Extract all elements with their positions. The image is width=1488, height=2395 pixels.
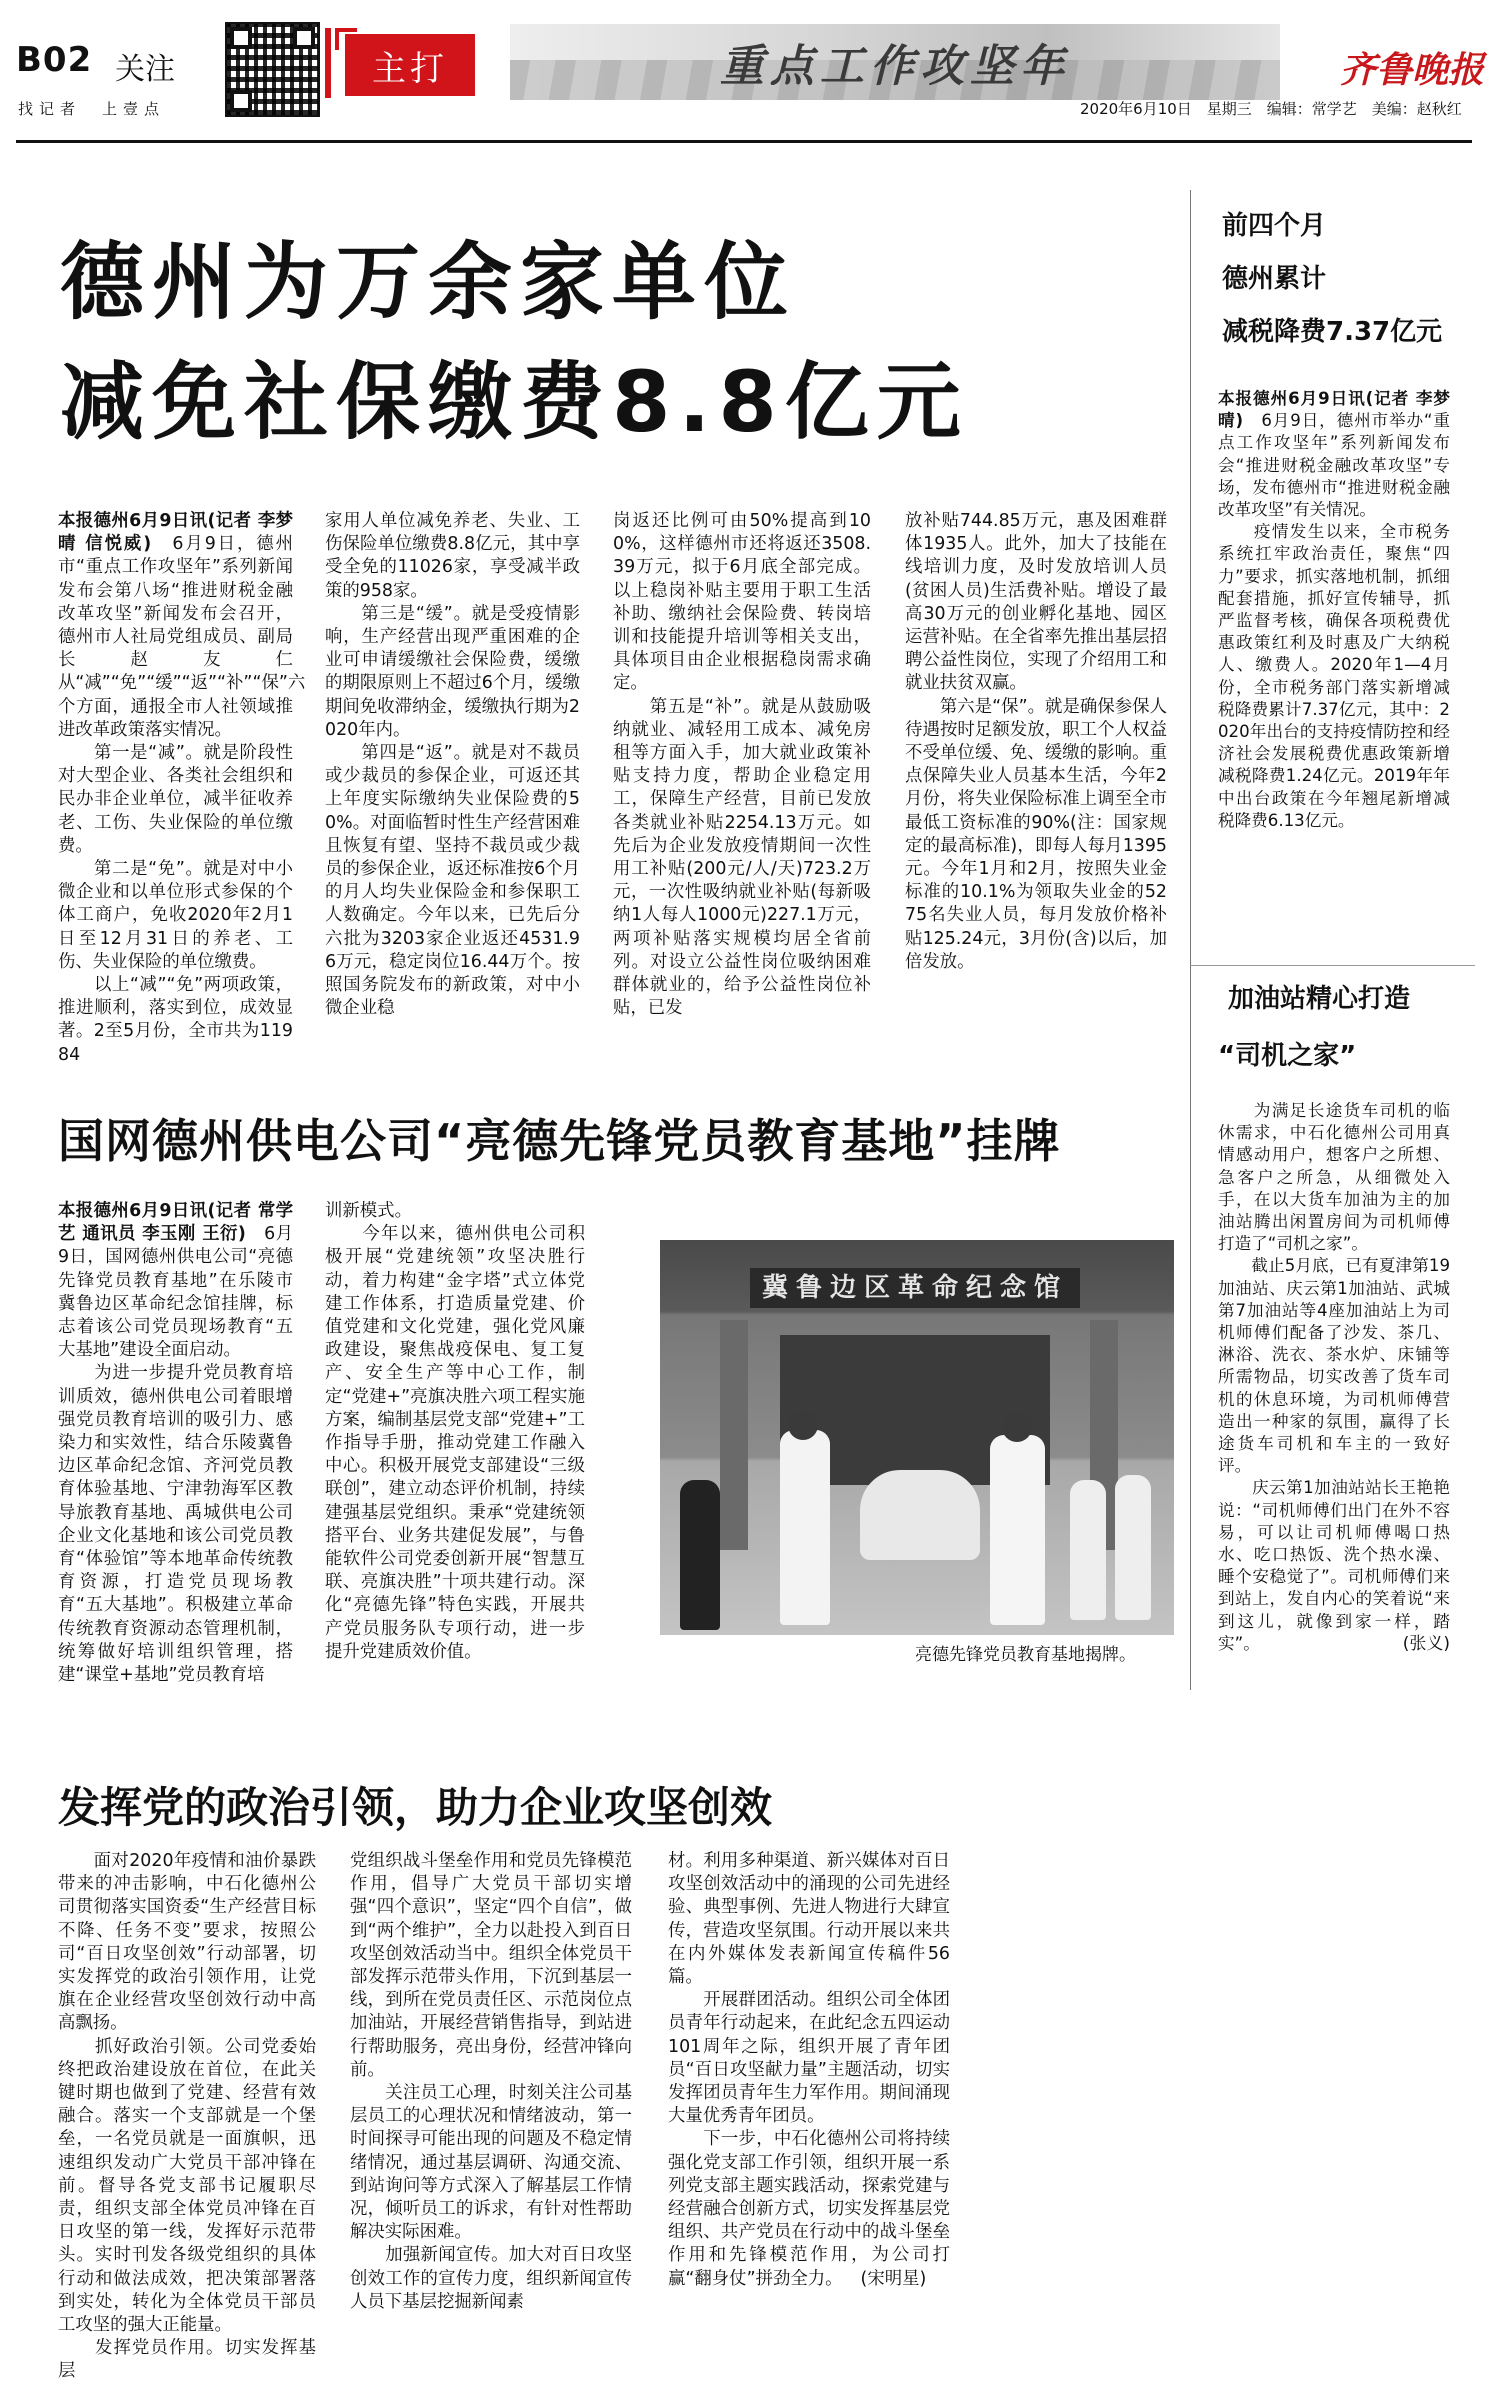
article2-col1-text: 6月9日，国网德州供电公司“亮德先锋党员教育基地”在乐陵市冀鲁边区革命纪念馆挂牌，标志着该公司党员现场教育“五大基地”建设全面启动。 为进一步提升党员教育培训质效，德州供电公司着眼增强党员教育培训的吸引力、感染力和实效性，结合乐陵冀鲁边区革命纪念馆、齐河党员教育体验基地、宁津勃海军区教导旅教育基地、禹城供电公司企业文化基地和该公司党员教育“体验馆”等本地革命传统教育资源，打造党员现场教育“五大基地”。积极建立革命传统教育资源动态管理机制，统筹做好培训组织管理，搭建“课堂+基地”党员教育培	[58, 1224, 293, 1686]
newspaper-logo: 齐鲁晚报	[1340, 49, 1485, 91]
article3-signature: (宋明星)	[860, 2268, 927, 2289]
article3-column-1: 面对2020年疫情和油价暴跌带来的冲击影响，中石化德州公司贯彻落实国资委“生产经营目标不降、任务不变”要求，按照公司“百日攻坚创效”行动部署，切实发挥党的政治引领作用，让党旗在企业经营攻坚创效行动中高高飘扬。 抓好政治引领。公司党委始终把政治建设放在首位，在此关键时期也做到了党建、经营有效融合。落实一个支部就是一个堡垒，一名党员就是一面旗帜，迅速组织发动广大党员干部冲锋在前。督导各党支部书记履职尽责，组织支部全体党员冲锋在百日攻坚的第一线，发挥好示范带头。实时刊发各级党组织的具体行动和做法成效，把决策部署落到实处，转化为全体党员干部员工攻坚的强大正能量。 发挥党员作用。切实发挥基层	[58, 1851, 316, 2382]
article3-column-3	[668, 1850, 950, 2291]
article1-column-1	[58, 510, 306, 1067]
headline-line-1: 德州为万余家单位	[60, 233, 797, 331]
banner-title: 重点工作攻坚年	[720, 41, 1070, 92]
article1-column-3: 岗返还比例可由50%提高到100%，这样德州市还将返还3508.39万元，拟于6月底全部完成。以上稳岗补贴主要用于职工生活补助、缴纳社会保险费、转岗培训和技能提升培训等相关支出，具体项目由企业根据稳岗需求确定。 第五是“补”。就是从鼓励吸纳就业、减轻用工成本、减免房租等方面入手，加大就业政策补贴支持力度，帮助企业稳定用工，保障生产经营，目前已发放各类就业补贴2254.13万元。如先后为企业发放疫情期间一次性用工补贴(200元/人/天)723.2万元，一次性吸纳就业补贴(每新吸纳1人每人1000元)227.1万元，两项补贴落实规模均居全省前列。对设立公益性岗位吸纳困难群体就业的，给予公益性岗位补贴，已发	[613, 511, 871, 1019]
sidebar-separator	[1190, 965, 1475, 966]
article1-lead: 本报德州6月9日讯(记者 李梦晴 信悦威)	[58, 511, 293, 555]
sidebar2-body	[1218, 1100, 1450, 1655]
masthead-slogan: 找记者 上壹点	[18, 100, 166, 118]
article1-col1-text: 6月9日，德州市“重点工作攻坚年”系列新闻发布会第八场“推进财税金融改革攻坚”新闻发布会召开，德州市人社局党组成员、副局长赵友仁从“减”“免”“缓”“返”“补”“保”六个方面，通报全市人社领域推进改革政策落实情况。 第一是“减”。就是阶段性对大型企业、各类社会组织和民办非企业单位，减半征收养老、工伤、失业保险的单位缴费。 第二是“免”。就是对中小微企业和以单位形式参保的个体工商户，免收2020年2月1日至12月31日的养老、工伤、失业保险的单位缴费。 以上“减”“免”两项政策，推进顺利，落实到位，成效显著。2至5月份，全市共为11984	[58, 534, 306, 1065]
article3-headline: 发挥党的政治引领，助力企业攻坚创效	[58, 1783, 773, 1832]
section-name: 关注	[115, 52, 175, 87]
sidebar2-text: 为满足长途货车司机的临休需求，中石化德州公司用真情感动用户，想客户之所想、急客户之所急，从细微处入手，在以大货车加油为主的加油站腾出闲置房间为司机师傅打造了“司机之家”。 截止5月底，已有夏津第19加油站、庆云第1加油站、武城第7加油站等4座加油站上为司机师傅们配备了沙发、茶几、淋浴、洗衣、茶水炉、床铺等所需物品，切实改善了货车司机的休息环境，为司机师傅营造出一种家的氛围，赢得了长途货车司机和车主的一致好评。 庆云第1加油站站长王艳艳说：“司机师傅们出门在外不容易，可以让司机师傅喝口热水、吃口热饭、洗个热水澡、睡个安稳觉了”。司机师傅们来到站上，发自内心的笑着说“来到这儿，就像到家一样，踏实”。	[1218, 1101, 1450, 1653]
sidebar1-body	[1218, 388, 1450, 832]
column-tag: 主打	[345, 34, 475, 96]
sidebar2-title-1: 加油站精心打造	[1228, 984, 1411, 1014]
sidebar1-title-3: 减税降费7.37亿元	[1222, 317, 1443, 347]
red-accent-bar	[325, 28, 331, 98]
sidebar2-signature: (张义)	[1402, 1633, 1450, 1654]
page-number: B02	[16, 40, 93, 80]
photo-building-sign: 冀鲁边区革命纪念馆	[750, 1268, 1080, 1308]
article2-column-2: 训新模式。 今年以来，德州供电公司积极开展“党建统领”攻坚决胜行动，着力构建“金字塔”式立体党建工作体系，打造质量党建、价值党建和文化党建，强化党风廉政建设，聚焦战疫保电、复工复产、安全生产等中心工作，制定“党建+”亮旗决胜六项工程实施方案，编制基层党支部“党建+”工作指导手册，推动党建工作融入中心。积极开展党支部建设“三级联创”，建立动态评价机制，持续建强基层党组织。秉承“党建统领搭平台、业务共建促发展”，与鲁能软件公司党委创新开展“智慧互联、亮旗决胜”十项共建行动。深化“亮德先锋”特色实践，开展共产党员服务队专项行动，进一步提升党建质效价值。	[325, 1201, 585, 1662]
sidebar2-title-2: “司机之家”	[1218, 1041, 1357, 1071]
article1-column-2: 家用人单位减免养老、失业、工伤保险单位缴费8.8亿元，其中享受全免的11026家，享受减半政策的958家。 第三是“缓”。就是受疫情影响，生产经营出现严重困难的企业可申请缓缴社会保险费，缓缴的期限原则上不超过6个月，缓缴期间免收滞纳金，缓缴执行期为2020年内。 第四是“返”。就是对不裁员或少裁员的参保企业，可返还其上年度实际缴纳失业保险费的50%。对面临暂时性生产经营困难且恢复有望、坚持不裁员或少裁员的参保企业，返还标准按6个月的月人均失业保险金和参保职工人数确定。今年以来，已先后分六批为3203家企业返还4531.96万元，稳定岗位16.44万个。按照国务院发布的新政策，对中小微企业稳	[325, 511, 580, 1019]
headline-line-2: 减免社保缴费8.8亿元	[60, 353, 969, 451]
sidebar1-lead: 本报德州6月9日讯(记者 李梦晴)	[1218, 389, 1450, 431]
sidebar1-title-2: 德州累计	[1222, 264, 1327, 294]
article2-headline: 国网德州供电公司“亮德先锋党员教育基地”挂牌	[58, 1114, 1061, 1168]
article1-column-4: 放补贴744.85万元，惠及困难群体1935人。此外，加大了技能在线培训力度，及时发放培训人员(贫困人员)生活费补贴。增设了最高30万元的创业孵化基地、园区运营补贴。在全省率先推出基层招聘公益性岗位，实现了介绍用工和就业扶贫双赢。 第六是“保”。就是确保参保人待遇按时足额发放，职工个人权益不受单位缓、免、缓缴的影响。重点保障失业人员基本生活，今年2月份，将失业保险标准上调至全市最低工资标准的90%(注：国家规定的最高标准)，即每人每月1395元。今年1月和2月，按照失业金标准的10.1%为领取失业金的5275名失业人员，每月发放价格补贴125.24元，3月份(含)以后，加倍发放。	[905, 511, 1167, 972]
ceremony-photo	[660, 1240, 1174, 1635]
sidebar1-text: 6月9日，德州市举办“重点工作攻坚年”系列新闻发布会“推进财税金融改革攻坚”专场，发布德州市“推进财税金融改革攻坚”有关情况。 疫情发生以来，全市税务系统扛牢政治责任，聚焦“四力”要求，抓实落地机制，抓细配套措施，抓好宣传辅导，抓严监督考核，确保各项税费优惠政策红利及时惠及广大纳税人、缴费人。2020年1—4月份，全市税务部门落实新增减税降费累计7.37亿元，其中：2020年出台的支持疫情防控和经济社会发展税费优惠政策新增减税降费1.24亿元。2019年年中出台政策在今年翘尾新增减税降费6.13亿元。	[1218, 411, 1450, 830]
sidebar1-title-1: 前四个月	[1222, 211, 1327, 241]
article2-column-1	[58, 1200, 293, 1687]
dateline: 2020年6月10日 星期三 编辑：常学艺 美编：赵秋红	[1080, 100, 1462, 118]
qr-code-icon[interactable]	[225, 22, 320, 117]
top-rule	[16, 140, 1472, 143]
article3-column-2: 党组织战斗堡垒作用和党员先锋模范作用，倡导广大党员干部切实增强“四个意识”，坚定“四个自信”，做到“两个维护”，全力以赴投入到百日攻坚创效活动当中。组织全体党员干部发挥示范带头作用，下沉到基层一线，到所在党员责任区、示范岗位点加油站，开展经营销售指导，到站进行帮助服务，亮出身份，经营冲锋向前。 关注员工心理，时刻关注公司基层员工的心理状况和情绪波动，第一时间探寻可能出现的问题及不稳定情绪情况，通过基层调研、沟通交流、到站询问等方式深入了解基层工作情况，倾听员工的诉求，有针对性帮助解决实际困难。 加强新闻宣传。加大对百日攻坚创效工作的宣传力度，组织新闻宣传人员下基层挖掘新闻素	[350, 1851, 632, 2312]
article3-col3-text: 材。利用多种渠道、新兴媒体对百日攻坚创效活动中的涌现的公司先进经验、典型事例、先进人物进行大肆宣传，营造攻坚氛围。行动开展以来共在内外媒体发表新闻宣传稿件56篇。 开展群团活动。组织公司全体团员青年行动起来，在此纪念五四运动101周年之际，组织开展了青年团员“百日攻坚献力量”主题活动，切实发挥团员青年生力军作用。期间涌现大量优秀青年团员。 下一步，中石化德州公司将持续强化党支部工作引领，组织开展一系列党支部主题实践活动，探索党建与经营融合创新方式，切实发挥基层党组织、共产党员在行动中的战斗堡垒作用和先锋模范作用，为公司打赢“翻身仗”拼劲全力。	[668, 1851, 950, 2289]
article2-lead: 本报德州6月9日讯(记者 常学艺 通讯员 李玉刚 王衍)	[58, 1201, 293, 1245]
sidebar-divider	[1190, 190, 1191, 1690]
photo-caption: 亮德先锋党员教育基地揭牌。	[915, 1645, 1136, 1665]
